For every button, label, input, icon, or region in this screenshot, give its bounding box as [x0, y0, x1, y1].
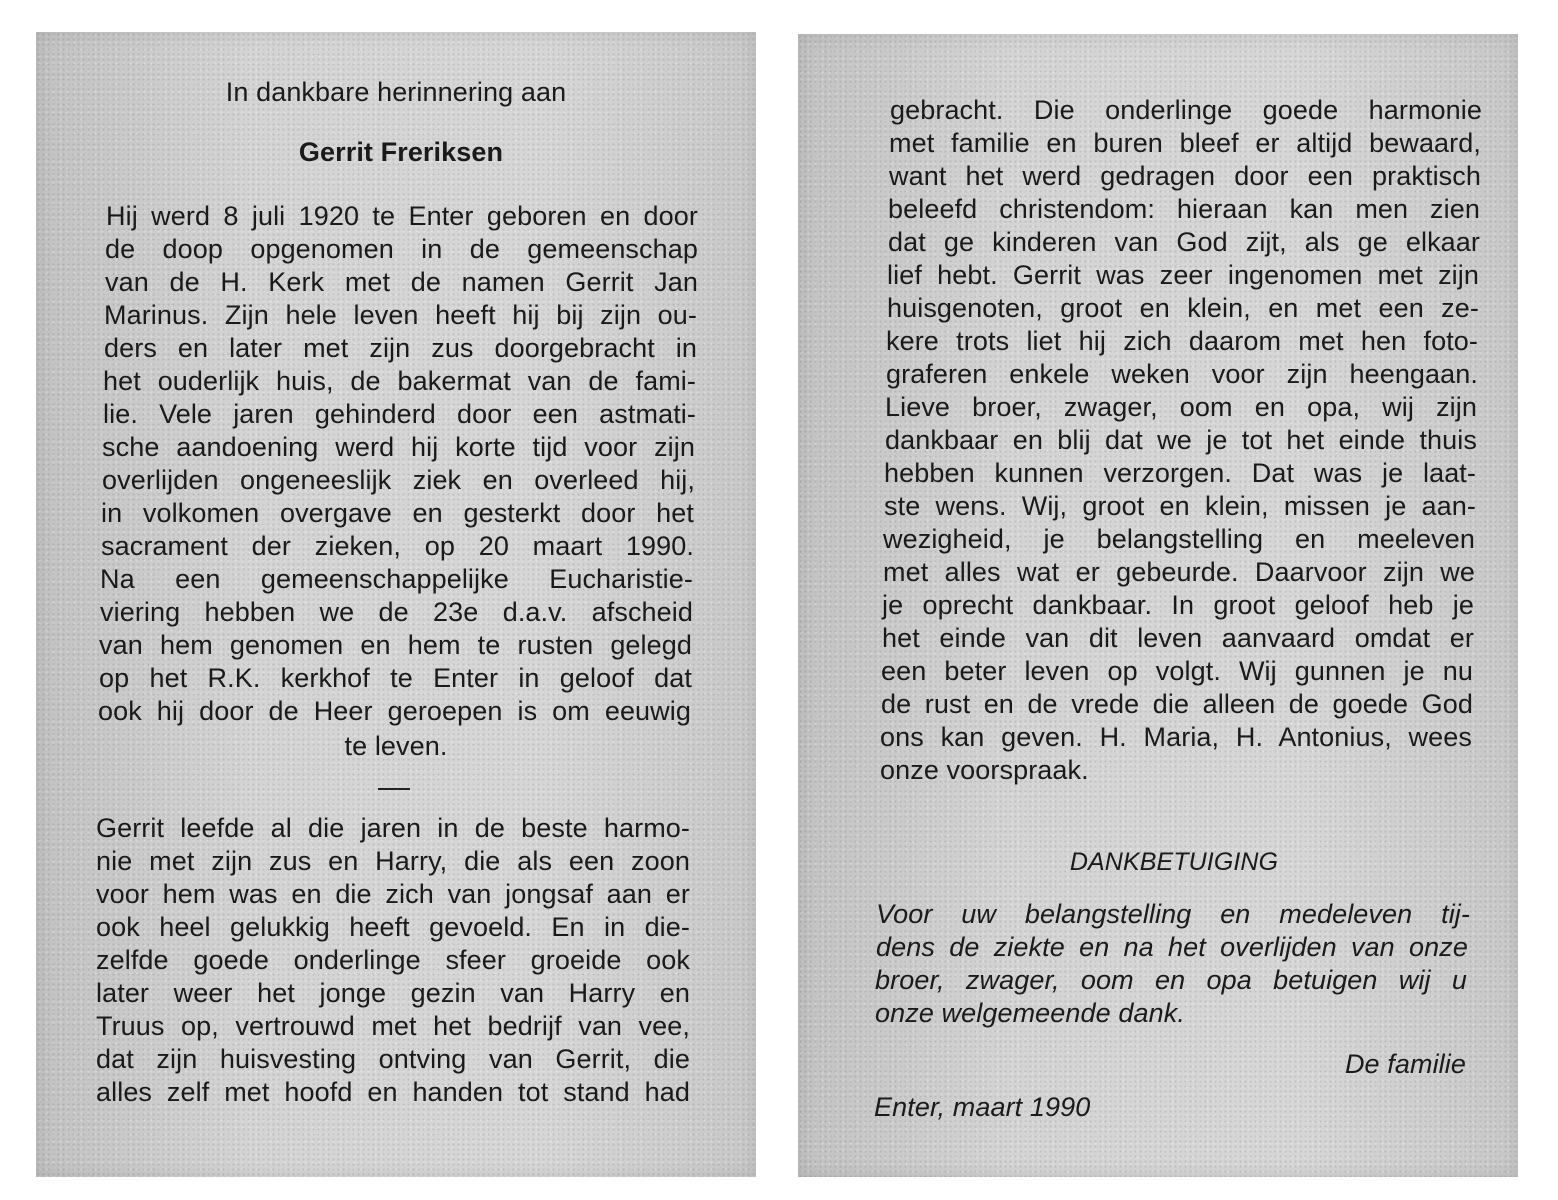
text-line: Na een gemeenschappelijke Eucharistie-: [100, 564, 693, 594]
text-line: lie. Vele jaren gehinderd door een astmati-: [103, 399, 696, 429]
text-line: viering hebben we de 23e d.a.v. afscheid: [100, 597, 693, 627]
text-line: graferen enkele weken voor zijn heengaan.: [886, 359, 1478, 389]
signature: De familie: [1344, 1049, 1466, 1079]
text-line: Hij werd 8 juli 1920 te Enter geboren en door: [106, 201, 698, 231]
text-line: een beter leven op volgt. Wij gunnen je nu: [881, 656, 1473, 686]
text-line: voor hem was en die zich van jongsaf aan er: [96, 879, 690, 909]
text-line: huisgenoten, groot en klein, en met een ze-: [887, 293, 1479, 323]
text-line: dat zijn huisvesting ontving van Gerrit, die: [96, 1044, 690, 1074]
text-line: lief hebt. Gerrit was zeer ingenomen met zijn: [887, 260, 1479, 290]
text-line: op het R.K. kerkhof te Enter in geloof dat: [99, 663, 692, 693]
text-line: Truus op, vertrouwd met het bedrijf van vee,: [96, 1011, 690, 1041]
text-line: met familie en buren bleef er altijd bewaard,: [889, 128, 1481, 158]
text-line: want het werd gedragen door een praktisch: [889, 161, 1481, 191]
text-line: kere trots liet hij zich daarom met hen foto-: [886, 326, 1478, 356]
right-card: [798, 34, 1518, 1177]
text-line: Marinus. Zijn hele leven heeft hij bij zijn ou-: [104, 300, 697, 330]
text-line: gebracht. Die onderlinge goede harmonie: [890, 95, 1482, 125]
text-line: ders en later met zijn zus doorgebracht in: [104, 333, 697, 363]
text-line: wezigheid, je belangstelling en meeleven: [883, 524, 1475, 554]
text-line: alles zelf met hoofd en handen tot stand had: [96, 1077, 690, 1107]
text-line: beleefd christendom: hieraan kan men zien: [888, 194, 1480, 224]
text-line: dankbaar en blij dat we je tot het einde thuis: [885, 425, 1477, 455]
text-line: Voor uw belangstelling en medeleven tij-: [876, 899, 1470, 929]
text-line: de rust en de vrede die alleen de goede God: [881, 689, 1473, 719]
text-line: ook heel gelukkig heeft gevoeld. En in die-: [96, 912, 690, 942]
left-card: [36, 32, 756, 1177]
text-line: sche aandoening werd hij korte tijd voor zijn: [102, 432, 695, 462]
text-line: het ouderlijk huis, de bakermat van de fami-: [103, 366, 696, 396]
text-line: Gerrit leefde al die jaren in de beste harmo-: [96, 813, 690, 843]
text-line: hebben kunnen verzorgen. Dat was je laat-: [884, 458, 1476, 488]
text-line: je oprecht dankbaar. In groot geloof heb je: [882, 590, 1474, 620]
text-line: broer, zwager, oom en opa betuigen wij u: [875, 965, 1467, 995]
text-line: nie met zijn zus en Harry, die als een zoon: [96, 846, 690, 876]
text-line: overlijden ongeneeslijk ziek en overleed hij,: [102, 465, 695, 495]
place-date: Enter, maart 1990: [874, 1092, 1091, 1122]
card-header: In dankbare herinnering aan: [225, 77, 567, 107]
text-line: van de H. Kerk met de namen Gerrit Jan: [105, 267, 698, 297]
text-line-last: onze voorspraak.: [880, 755, 1089, 785]
text-line: Lieve broer, zwager, oom en opa, wij zijn: [885, 392, 1477, 422]
text-line: later weer het jonge gezin van Harry en: [96, 978, 690, 1008]
text-line: van hem genomen en hem te rusten gelegd: [99, 630, 692, 660]
text-line-last: onze welgemeende dank.: [875, 998, 1185, 1028]
text-line: de doop opgenomen in de gemeenschap: [105, 234, 698, 264]
text-line: zelfde goede onderlinge sfeer groeide ook: [96, 945, 690, 975]
text-line: sacrament der zieken, op 20 maart 1990.: [101, 531, 694, 561]
deceased-name: Gerrit Freriksen: [298, 137, 504, 167]
text-line-last: te leven.: [344, 731, 448, 761]
text-line: ste wens. Wij, groot en klein, missen je aan-: [884, 491, 1476, 521]
text-line: met alles wat er gebeurde. Daarvoor zijn we: [883, 557, 1475, 587]
text-line: in volkomen overgave en gesterkt door het: [101, 498, 694, 528]
text-line: dat ge kinderen van God zijt, als ge elkaar: [888, 227, 1480, 257]
text-line: ons kan geven. H. Maria, H. Antonius, wees: [880, 722, 1472, 752]
separator-dash: [378, 788, 410, 790]
text-line: dens de ziekte en na het overlijden van onze: [876, 932, 1468, 962]
text-line: het einde van dit leven aanvaard omdat er: [882, 623, 1474, 653]
thanks-heading: DANKBETUIGING: [1069, 848, 1279, 876]
text-line: ook hij door de Heer geroepen is om eeuwig: [98, 696, 691, 726]
